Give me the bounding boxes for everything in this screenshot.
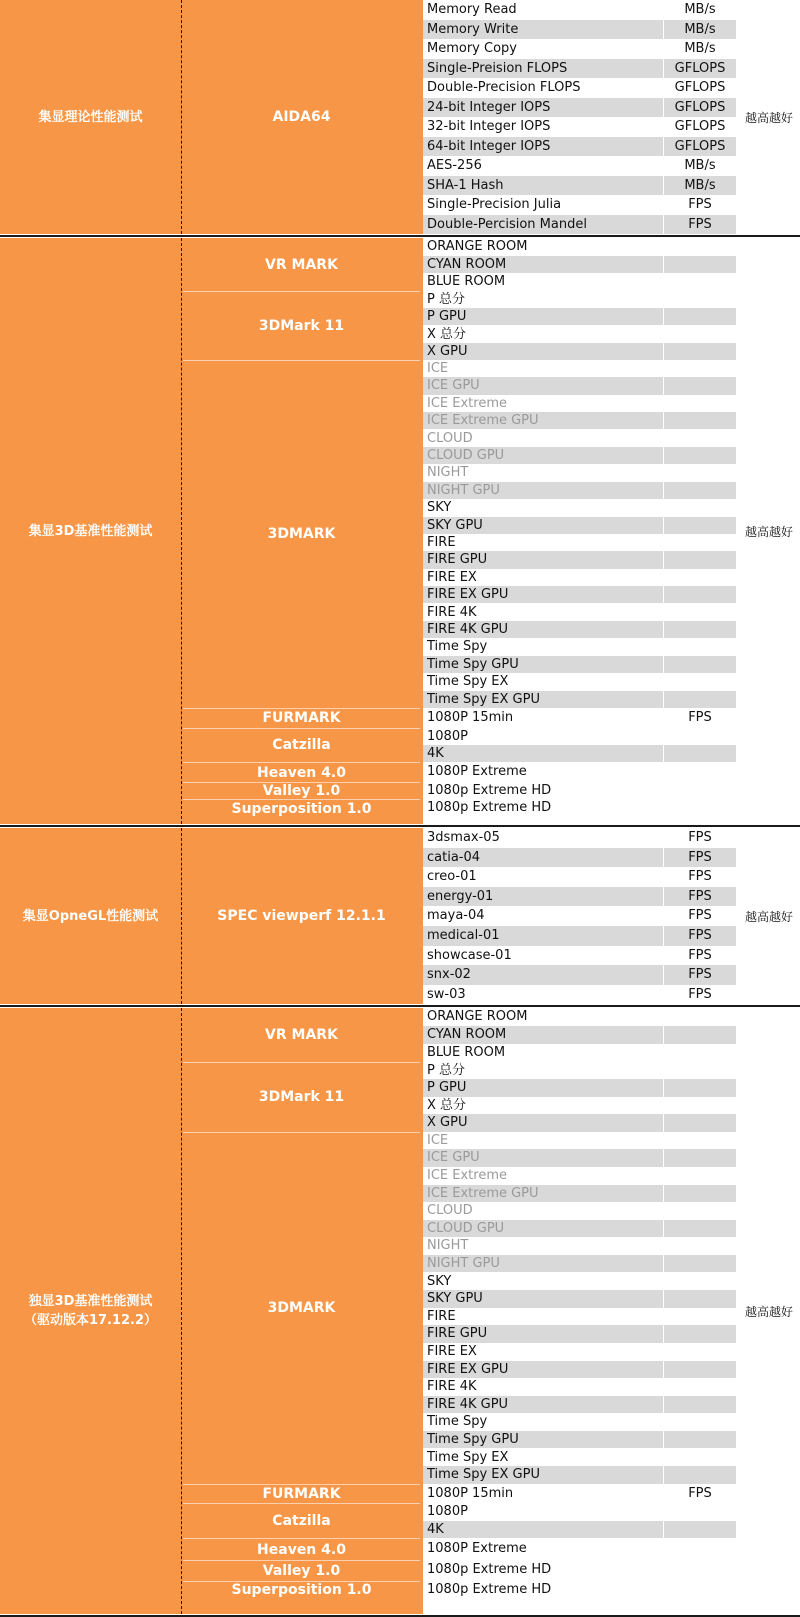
- column-divider: [181, 1008, 182, 1614]
- test-unit: [664, 447, 736, 464]
- tool-label: VR MARK: [265, 1026, 338, 1043]
- test-unit: [664, 1560, 736, 1581]
- test-name: ICE GPU: [423, 1149, 663, 1167]
- test-name: Time Spy: [427, 1414, 488, 1430]
- test-unit: [664, 1097, 736, 1115]
- test-name: 64-bit Integer IOPS: [423, 137, 663, 157]
- test-unit: FPS: [688, 709, 712, 725]
- test-name: Memory Write: [423, 20, 663, 40]
- category-label: 集显理论性能测试: [38, 109, 143, 125]
- test-unit: [664, 638, 736, 655]
- test-unit: [664, 534, 736, 551]
- test-unit: MB/s: [684, 2, 716, 17]
- test-unit: FPS: [664, 926, 736, 946]
- test-name: CLOUD GPU: [423, 1220, 663, 1238]
- test-unit: [664, 762, 736, 782]
- test-unit: [664, 1220, 736, 1238]
- test-unit: [664, 1308, 736, 1326]
- test-unit: [664, 1062, 736, 1080]
- test-name: 4K: [423, 745, 663, 762]
- tool-label: Valley 1.0: [183, 1560, 420, 1581]
- test-unit: [664, 482, 736, 499]
- test-name: Double-Precision FLOPS: [427, 80, 581, 95]
- test-unit: [664, 728, 736, 745]
- test-unit: [664, 1167, 736, 1185]
- test-name: sw-03: [427, 986, 466, 1002]
- better-hint: 越高越好: [744, 110, 793, 125]
- test-name: ORANGE ROOM: [427, 239, 528, 254]
- test-name: 1080P Extreme: [427, 1541, 527, 1557]
- column-divider: [181, 238, 182, 824]
- test-unit: FPS: [688, 197, 712, 212]
- better-hint: 越高越好: [744, 909, 793, 924]
- test-unit: [664, 238, 736, 256]
- test-name: ORANGE ROOM: [427, 1009, 528, 1024]
- test-unit: [664, 430, 736, 447]
- test-name: ICE: [427, 360, 449, 376]
- tool-label: AIDA64: [272, 109, 331, 125]
- test-unit: [664, 1466, 736, 1484]
- test-name: NIGHT GPU: [423, 1255, 663, 1273]
- test-unit: [664, 1185, 736, 1203]
- test-name: Memory Copy: [427, 41, 517, 56]
- test-name: NIGHT GPU: [423, 482, 663, 499]
- test-name: X 总分: [427, 326, 467, 342]
- test-unit: [664, 1202, 736, 1220]
- test-name: AES-256: [427, 158, 482, 173]
- test-name: FIRE 4K GPU: [423, 1396, 663, 1414]
- test-name: 1080P 15min: [427, 1485, 514, 1501]
- test-unit: [664, 1325, 736, 1343]
- test-unit: FPS: [688, 986, 712, 1002]
- test-unit: FPS: [688, 1485, 712, 1501]
- test-unit: [664, 1361, 736, 1379]
- test-name: P 总分: [427, 292, 465, 308]
- test-name: Double-Percision Mandel: [423, 215, 663, 235]
- test-name: ICE GPU: [423, 377, 663, 394]
- tool-label: Valley 1.0: [183, 782, 420, 799]
- test-unit: [664, 1237, 736, 1255]
- better-hint: 越高越好: [744, 524, 793, 539]
- test-unit: [664, 1079, 736, 1097]
- test-unit: MB/s: [664, 20, 736, 40]
- test-unit: FPS: [688, 869, 712, 885]
- test-unit: [664, 1273, 736, 1291]
- test-name: FIRE GPU: [423, 551, 663, 568]
- tool-label: Superposition 1.0: [183, 799, 420, 817]
- category-label: 集显OpneGL性能测试: [22, 908, 159, 924]
- test-name: SHA-1 Hash: [423, 176, 663, 196]
- test-unit: GFLOPS: [664, 59, 736, 79]
- test-name: ICE Extreme GPU: [423, 412, 663, 429]
- test-unit: [664, 586, 736, 603]
- test-unit: [664, 1449, 736, 1467]
- test-name: maya-04: [427, 908, 485, 924]
- tool-label: 3DMark 11: [183, 291, 420, 360]
- test-unit: FPS: [664, 887, 736, 907]
- test-name: CLOUD GPU: [423, 447, 663, 464]
- test-unit: [664, 395, 736, 412]
- test-name: 1080p Extreme HD: [427, 1581, 552, 1597]
- test-unit: [664, 782, 736, 799]
- test-name: CYAN ROOM: [423, 1026, 663, 1044]
- test-name: FIRE EX GPU: [423, 1361, 663, 1379]
- section-divider: [0, 825, 800, 827]
- test-unit: [664, 621, 736, 638]
- test-unit: GFLOPS: [674, 119, 726, 134]
- test-name: 32-bit Integer IOPS: [427, 119, 551, 134]
- category-label: 集显3D基准性能测试: [28, 523, 153, 539]
- test-unit: [664, 308, 736, 325]
- test-name: X GPU: [423, 343, 663, 360]
- test-unit: [664, 691, 736, 708]
- test-name: 1080p Extreme HD: [427, 1562, 552, 1578]
- tool-label: Superposition 1.0: [183, 1581, 420, 1599]
- test-name: Time Spy EX GPU: [423, 1466, 663, 1484]
- test-unit: [664, 1008, 736, 1026]
- tool-label: 3DMARK: [183, 360, 420, 708]
- test-unit: GFLOPS: [664, 137, 736, 157]
- section-divider: [0, 1005, 800, 1007]
- test-name: Time Spy EX GPU: [423, 691, 663, 708]
- test-name: Single-Precision Julia: [427, 197, 562, 212]
- test-name: energy-01: [423, 887, 663, 907]
- tool-label: Heaven 4.0: [183, 1538, 420, 1560]
- test-name: snx-02: [423, 965, 663, 985]
- test-name: SKY GPU: [423, 1290, 663, 1308]
- test-name: Time Spy GPU: [423, 656, 663, 673]
- test-name: ICE Extreme: [427, 395, 507, 411]
- test-name: CLOUD: [427, 1203, 473, 1219]
- test-unit: [664, 551, 736, 568]
- test-unit: [664, 343, 736, 360]
- test-name: 1080p Extreme HD: [427, 783, 552, 799]
- test-name: CLOUD: [427, 430, 473, 446]
- tool-label: 3DMARK: [183, 1132, 420, 1484]
- test-unit: [664, 1255, 736, 1273]
- test-name: 3dsmax-05: [427, 830, 500, 845]
- test-name: FIRE EX: [427, 1343, 477, 1359]
- test-unit: [664, 799, 736, 817]
- test-unit: [664, 1132, 736, 1150]
- test-unit: [664, 273, 736, 291]
- test-unit: MB/s: [664, 176, 736, 196]
- test-name: P 总分: [427, 1062, 465, 1078]
- tool-label: VR MARK: [265, 256, 338, 273]
- test-unit: [664, 745, 736, 762]
- test-unit: GFLOPS: [664, 98, 736, 118]
- test-name: 1080p Extreme HD: [427, 800, 552, 816]
- test-unit: [664, 673, 736, 690]
- test-name: FIRE EX GPU: [423, 586, 663, 603]
- test-name: FIRE: [427, 1308, 456, 1324]
- column-divider: [181, 0, 182, 234]
- test-name: Single-Preision FLOPS: [423, 59, 663, 79]
- test-name: X 总分: [427, 1097, 467, 1113]
- better-hint: 越高越好: [744, 1304, 793, 1319]
- section-divider: [0, 235, 800, 237]
- category-label: 独显3D基准性能测试 （驱动版本17.12.2）: [23, 1294, 158, 1328]
- test-unit: [664, 604, 736, 621]
- test-name: SKY: [427, 1273, 452, 1289]
- tool-label: 3DMark 11: [183, 1062, 420, 1132]
- test-unit: [664, 1114, 736, 1132]
- test-unit: MB/s: [684, 41, 716, 56]
- test-unit: [664, 377, 736, 394]
- test-name: ICE Extreme: [427, 1167, 507, 1183]
- test-unit: [664, 256, 736, 274]
- test-name: 4K: [423, 1521, 663, 1539]
- test-name: FIRE GPU: [423, 1325, 663, 1343]
- test-unit: [664, 1026, 736, 1044]
- test-name: ICE: [427, 1132, 449, 1148]
- test-name: 1080P: [427, 728, 468, 744]
- test-unit: [664, 656, 736, 673]
- tool-label: Catzilla: [183, 1503, 420, 1538]
- test-unit: FPS: [688, 830, 712, 845]
- test-unit: [664, 499, 736, 516]
- test-unit: [664, 1413, 736, 1431]
- tool-label: Heaven 4.0: [183, 762, 420, 782]
- test-name: FIRE: [427, 534, 456, 550]
- test-unit: [664, 1378, 736, 1396]
- test-unit: [664, 517, 736, 534]
- test-name: Time Spy EX: [427, 1449, 509, 1465]
- test-unit: [664, 291, 736, 308]
- test-name: Time Spy EX: [427, 674, 509, 690]
- test-name: P GPU: [423, 308, 663, 325]
- test-unit: [664, 1431, 736, 1449]
- test-unit: FPS: [664, 215, 736, 235]
- test-name: FIRE 4K: [427, 1379, 477, 1395]
- test-unit: [664, 1044, 736, 1062]
- test-unit: [664, 326, 736, 343]
- test-name: BLUE ROOM: [427, 274, 506, 290]
- test-unit: [664, 1149, 736, 1167]
- test-unit: [664, 1503, 736, 1521]
- test-name: 1080P 15min: [427, 709, 514, 725]
- test-unit: [664, 464, 736, 481]
- test-name: Time Spy GPU: [423, 1431, 663, 1449]
- test-name: 24-bit Integer IOPS: [423, 98, 663, 118]
- test-name: FIRE EX: [427, 569, 477, 585]
- test-name: FIRE 4K: [427, 604, 477, 620]
- test-unit: FPS: [664, 965, 736, 985]
- test-name: CYAN ROOM: [423, 256, 663, 274]
- tool-label: FURMARK: [183, 1484, 420, 1504]
- test-unit: [664, 412, 736, 429]
- test-unit: FPS: [688, 908, 712, 924]
- test-name: showcase-01: [427, 947, 512, 963]
- test-unit: [664, 360, 736, 377]
- test-name: BLUE ROOM: [427, 1044, 506, 1060]
- tool-label: SPEC viewperf 12.1.1: [217, 908, 386, 925]
- test-name: P GPU: [423, 1079, 663, 1097]
- tool-label: Catzilla: [183, 728, 420, 763]
- test-name: ICE Extreme GPU: [423, 1185, 663, 1203]
- test-unit: [664, 1581, 736, 1599]
- test-unit: [664, 1343, 736, 1361]
- test-name: 1080P: [427, 1504, 468, 1520]
- tool-label: FURMARK: [183, 708, 420, 728]
- test-unit: [664, 1538, 736, 1560]
- test-name: Memory Read: [427, 2, 517, 17]
- test-name: 1080P Extreme: [427, 764, 527, 780]
- column-divider: [181, 828, 182, 1004]
- test-name: NIGHT: [427, 465, 469, 481]
- test-name: creo-01: [427, 869, 477, 885]
- test-unit: FPS: [688, 947, 712, 963]
- test-name: catia-04: [423, 848, 663, 868]
- test-unit: MB/s: [684, 158, 716, 173]
- test-unit: FPS: [664, 848, 736, 868]
- test-unit: [664, 569, 736, 586]
- test-name: medical-01: [423, 926, 663, 946]
- test-name: SKY GPU: [423, 517, 663, 534]
- test-unit: [664, 1290, 736, 1308]
- test-name: SKY: [427, 500, 452, 516]
- test-name: NIGHT: [427, 1238, 469, 1254]
- test-name: X GPU: [423, 1114, 663, 1132]
- test-name: FIRE 4K GPU: [423, 621, 663, 638]
- test-unit: GFLOPS: [674, 80, 726, 95]
- test-unit: [664, 1521, 736, 1539]
- test-unit: [664, 1396, 736, 1414]
- test-name: Time Spy: [427, 639, 488, 655]
